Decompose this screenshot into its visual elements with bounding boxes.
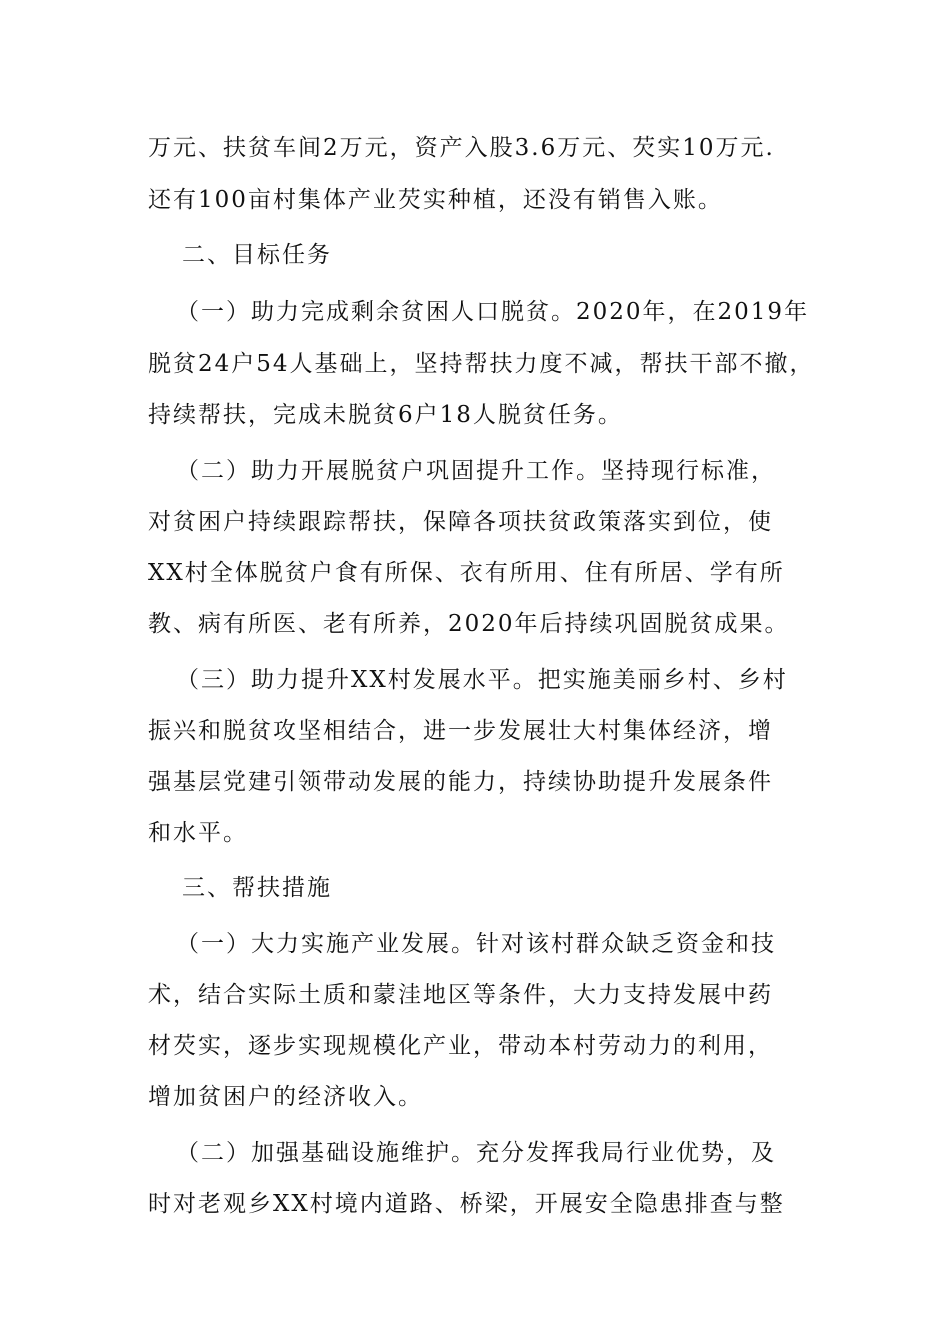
text-line: 对贫困户持续跟踪帮扶，保障各项扶贫政策落实到位，使	[148, 509, 773, 535]
text-line: 增加贫困户的经济收入。	[148, 1084, 423, 1110]
text-line: （三）助力提升XX村发展水平。把实施美丽乡村、乡村	[176, 667, 788, 693]
text-line: 脱贫24户54人基础上，坚持帮扶力度不减，帮扶干部不撤，	[148, 351, 815, 377]
text-line: 教、病有所医、老有所养，2020年后持续巩固脱贫成果。	[148, 611, 790, 637]
text-line: 时对老观乡XX村境内道路、桥梁，开展安全隐患排查与整	[148, 1191, 785, 1217]
text-line: 还有100亩村集体产业芡实种植，还没有销售入账。	[148, 187, 723, 213]
text-line: 术，结合实际土质和蒙洼地区等条件，大力支持发展中药	[148, 982, 773, 1008]
text-line: （二）加强基础设施维护。充分发挥我局行业优势，及	[176, 1140, 776, 1166]
text-line: XX村全体脱贫户食有所保、衣有所用、住有所居、学有所	[148, 560, 785, 586]
text-line: 材芡实，逐步实现规模化产业，带动本村劳动力的利用，	[148, 1033, 773, 1059]
text-line: 万元、扶贫车间2万元，资产入股3.6万元、芡实10万元.	[148, 135, 775, 161]
text-line: （二）助力开展脱贫户巩固提升工作。坚持现行标准，	[176, 458, 776, 484]
text-line: 和水平。	[148, 820, 248, 846]
text-line: 振兴和脱贫攻坚相结合，进一步发展壮大村集体经济，增	[148, 718, 773, 744]
section-heading: 二、目标任务	[182, 242, 332, 268]
text-line: 持续帮扶，完成未脱贫6户18人脱贫任务。	[148, 402, 623, 428]
text-line: 强基层党建引领带动发展的能力，持续协助提升发展条件	[148, 769, 773, 795]
text-line: （一）大力实施产业发展。针对该村群众缺乏资金和技	[176, 931, 776, 957]
text-line: （一）助力完成剩余贫困人口脱贫。2020年，在2019年	[176, 299, 810, 325]
section-heading: 三、帮扶措施	[182, 875, 332, 901]
